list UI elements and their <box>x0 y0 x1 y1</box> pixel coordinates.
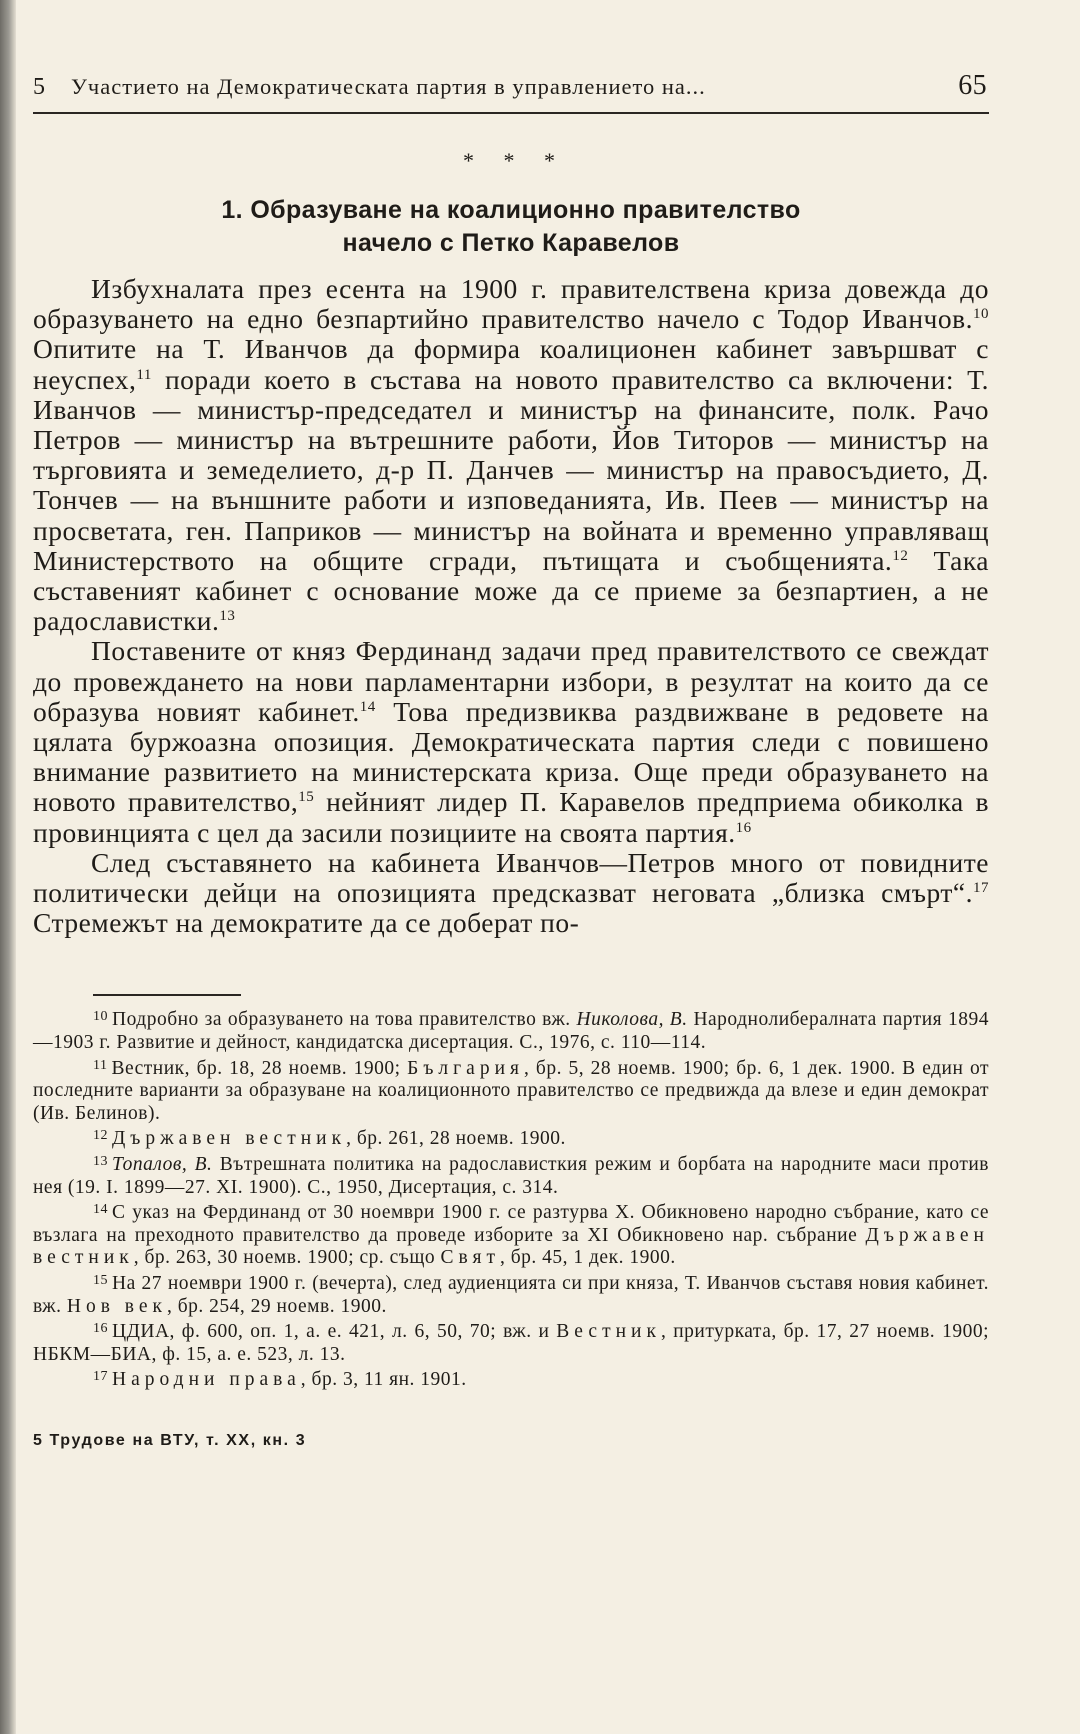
chapter-number: 5 <box>33 74 46 100</box>
footnotes <box>33 1006 989 1392</box>
footnote-ref: 16 <box>735 819 752 836</box>
section-heading <box>33 194 989 260</box>
section-heading-line-1: 1. Образуване на коалиционно правителство <box>221 196 801 224</box>
footnote-13 <box>33 1151 989 1199</box>
paragraph-text: нейният лидер П. Каравелов предприема обиколка в провинцията с цел да засили позициите на своята партия. <box>33 786 989 848</box>
footnote-number: 16 <box>93 1321 108 1337</box>
footnote-number: 10 <box>93 1009 108 1025</box>
page <box>33 70 989 1450</box>
footnote-ref: 12 <box>892 547 909 564</box>
paragraph-text: Избухналата през есента на 1900 г. правителствена криза довежда до образуването на едно безпартийно правителство начело с Тодор Иванчов. <box>33 273 989 335</box>
section-heading-line-2: начело с Петко Каравелов <box>342 229 680 257</box>
footnote-number: 12 <box>93 1128 108 1144</box>
book-spine-shadow <box>0 0 16 1734</box>
footnote-text: , притурката, бр. 17, 27 ноемв. 1900; НБКМ—БИА, ф. 15, а. е. 523, л. 13. <box>33 1321 989 1365</box>
page-number: 65 <box>958 70 987 101</box>
footnote-text: Народнолибералната партия 1894—1903 г. Развитие и дейност, кандидатска дисертация. С., 1976, с. 110—114. <box>33 1009 989 1054</box>
footnote-16 <box>33 1318 989 1366</box>
paragraph-3 <box>33 848 989 939</box>
paragraph-text: Поставените от княз Фердинанд задачи пред правителството се свеждат до провеждането на нови парламентарни избори, в резултат на които да се образува новият кабинет. <box>33 635 989 727</box>
footnote-ref: 10 <box>973 306 989 323</box>
paragraph-text: Стремежът на демократите да се доберат по- <box>33 907 580 939</box>
paragraph-1 <box>33 274 989 636</box>
footnote-source: Народни права <box>112 1369 301 1391</box>
footnote-number: 15 <box>93 1273 108 1288</box>
footnote-number: 17 <box>93 1369 108 1385</box>
footnote-text: , бр. 261, 28 ноемв. 1900. <box>346 1128 566 1150</box>
footnote-ref: 17 <box>973 880 989 897</box>
paragraph-text: Това предизвиква раздвижване в редовете на цялата буржоазна опозиция. Демократическата партия следи с повишено внимание развитието на министерската криза. Още преди образуването на новото правителство, <box>33 695 989 818</box>
footnote-14 <box>33 1199 989 1270</box>
footnote-divider <box>93 994 241 996</box>
paragraph-text: поради което в състава на новото правителство са включени: Т. Иванчов — министър-председател и министър на финансите, полк. Рачо Петров — министър на вътрешните работи, Йов Титоров — министър на търговията и земеделието, д-р П. Данчев — министър на правосъдието, Д. Тончев — на външните работи и изповеданията, Ив. Пеев — министър на просветата, ген. Паприков — министър на войната и временно управляващ Министерството на общите сгради, пътищата и съобщенията. <box>33 363 989 576</box>
footnote-10 <box>33 1006 989 1054</box>
footnote-17 <box>33 1366 989 1392</box>
footnote-ref: 11 <box>136 366 152 383</box>
footnote-text: , бр. 45, 1 дек. 1900. <box>499 1247 676 1269</box>
footnote-11 <box>33 1055 989 1126</box>
printer-signature: 5 Трудове на ВТУ, т. XX, кн. 3 <box>33 1431 307 1449</box>
footnote-source: Нов век <box>66 1295 168 1317</box>
paragraph-text: Опитите на Т. Иванчов да формира коалиционен кабинет завършват с неуспех, <box>33 333 989 395</box>
paragraph-2 <box>33 636 989 847</box>
paragraph-text: Така съставеният кабинет с основание може да се приеме за безпартиен, а не радославистки. <box>33 544 989 637</box>
footnote-text: На 27 ноември 1900 г. (вечерта), след аудиенцията си при княза, Т. Иванчов съставя новия кабинет. вж. <box>33 1273 989 1317</box>
footnote-ref: 15 <box>298 789 315 806</box>
footnote-12 <box>33 1125 989 1151</box>
running-header <box>33 70 989 114</box>
footnote-text: , бр. 254, 29 ноемв. 1900. <box>167 1295 387 1317</box>
footnote-text: С указ на Фердинанд от 30 ноември 1900 г. се разтурва X. Обикновено народно събрание, като се възлага на преходното правителство да проведе изборите за XI Обикновено нар. събрание <box>33 1202 989 1246</box>
paragraph-text: След съставянето на кабинета Иванчов—Петров много от повидните политически дейци на опозицията предсказват неговата „близка смърт“. <box>33 846 989 909</box>
footnote-ref: 14 <box>359 698 376 715</box>
footnote-author: Топалов, В. <box>112 1154 213 1176</box>
section-asterisks: * * * <box>463 148 567 173</box>
footnote-author: Николова, В. <box>576 1009 688 1031</box>
footnote-text: Вестник, бр. 18, 28 ноемв. 1900; <box>111 1057 408 1079</box>
footnote-text: ЦДИА, ф. 600, оп. 1, а. е. 421, л. 6, 50, 70; вж. и <box>112 1321 557 1343</box>
footnote-number: 13 <box>93 1154 108 1170</box>
footnote-source: Държавен вестник <box>33 1224 989 1269</box>
running-title: Участието на Демократическата партия в управлението на... <box>71 74 706 99</box>
footnote-text: Подробно за образуването на това правителство вж. <box>112 1009 577 1031</box>
footnote-15 <box>33 1270 989 1318</box>
footnote-number: 11 <box>93 1057 108 1073</box>
footnote-source: Свят <box>440 1247 500 1269</box>
footnote-source: Държавен вестник <box>112 1128 347 1150</box>
footnote-ref: 13 <box>219 608 236 625</box>
footnote-number: 14 <box>93 1202 108 1218</box>
footnote-text: , бр. 5, 28 ноемв. 1900; бр. 6, 1 дек. 1900. В един от последните варианти за образуване на коалиционното правителство се предвижда да влезе и един демократ (Ив. Белинов). <box>33 1057 989 1124</box>
body-text <box>33 274 989 938</box>
footnote-text: Вътрешната политика на радослависткия режим и борбата на народните маси против нея (19. I. 1899—27. XI. 1900). С., 1950, Дисертация, с. 314. <box>33 1154 989 1198</box>
footnote-source: България <box>407 1057 524 1079</box>
footnote-source: Вестник <box>556 1321 661 1343</box>
footnote-text: , бр. 263, 30 ноемв. 1900; ср. също <box>133 1247 441 1269</box>
footnote-text: , бр. 3, 11 ян. 1901. <box>300 1369 467 1391</box>
